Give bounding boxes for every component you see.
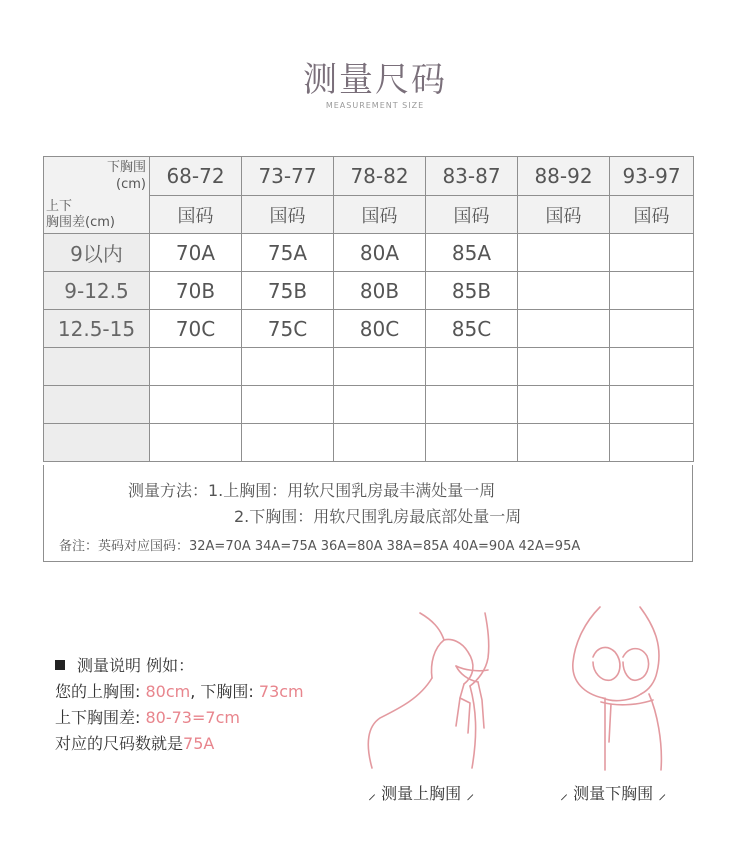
table-cell: 85C [426,310,518,348]
diff-label: 上下胸围差: [55,708,146,727]
tick-mark-icon: ⸝ [368,784,382,803]
explain-diff-line [55,705,304,731]
corner-top-line1: 下胸围 [106,160,146,175]
under-bust-illustration [545,602,695,772]
corner-bottom-label [46,199,115,231]
explain-heading: 测量说明 例如： [77,656,195,675]
table-cell [518,386,610,424]
corner-top-label [107,159,146,193]
size-label-cell: 国码 [610,196,694,234]
square-bullet-icon [55,660,65,670]
size-label-cell: 国码 [242,196,334,234]
result-label: 对应的尺码数就是 [55,734,184,753]
table-cell: 70A [150,234,242,272]
table-cell [150,386,242,424]
table-cell [150,348,242,386]
size-label-cell: 国码 [150,196,242,234]
table-cell: 75A [242,234,334,272]
table-cell [334,386,426,424]
table-cell [426,348,518,386]
size-label-cell: 国码 [334,196,426,234]
table-cell: 85B [426,272,518,310]
size-table [43,156,694,462]
result-value: 75A [183,734,215,753]
table-cell [150,424,242,462]
column-header: 73-77 [242,157,334,196]
column-header: 83-87 [426,157,518,196]
table-corner-cell [44,157,150,234]
table-row [44,310,694,348]
table-cell: 70C [150,310,242,348]
method-line-1: 测量方法：1.上胸围：用软尺围乳房最丰满处量一周 [128,481,496,500]
row-header: 9-12.5 [44,272,150,310]
table-row [44,234,694,272]
under-bust-value: 73cm [258,682,304,701]
table-cell [610,348,694,386]
tick-mark-icon: ⸝ [653,784,667,803]
column-header: 88-92 [518,157,610,196]
table-cell: 85A [426,234,518,272]
tick-mark-icon: ⸝ [560,784,574,803]
table-cell [242,386,334,424]
row-header: 12.5-15 [44,310,150,348]
table-row [44,272,694,310]
explain-result-line [55,731,304,757]
upper-bust-caption-text: 测量上胸围 [381,784,462,803]
size-label-cell: 国码 [518,196,610,234]
column-header: 68-72 [150,157,242,196]
upper-bust-label: 您的上胸围: [55,682,146,701]
measurement-notes [43,465,693,562]
corner-bottom-line1: 上下 [46,199,73,214]
under-bust-caption-text: 测量下胸围 [573,784,654,803]
table-row [44,386,694,424]
method-line-2: 2.下胸围：用软尺围乳房最底部处量一周 [234,507,522,526]
table-cell [610,310,694,348]
table-cell [518,234,610,272]
table-cell [610,424,694,462]
upper-bust-value: 80cm [145,682,191,701]
table-cell [426,386,518,424]
table-cell [518,310,610,348]
table-cell [242,424,334,462]
column-header: 93-97 [610,157,694,196]
under-bust-label: , 下胸围: [190,682,259,701]
table-row [44,348,694,386]
row-header [44,386,150,424]
table-cell: 80A [334,234,426,272]
page-subtitle: MEASUREMENT SIZE [325,101,425,110]
row-header [44,348,150,386]
table-cell: 80C [334,310,426,348]
row-header [44,424,150,462]
table-row [44,424,694,462]
table-cell [610,234,694,272]
row-header: 9以内 [44,234,150,272]
table-cell [426,424,518,462]
table-cell: 70B [150,272,242,310]
diff-value: 80-73=7cm [145,708,240,727]
table-cell: 80B [334,272,426,310]
table-cell [334,348,426,386]
page-title: 测量尺码 [303,60,447,100]
table-cell [518,424,610,462]
table-cell [610,386,694,424]
table-header-row [44,157,694,196]
tick-mark-icon: ⸝ [461,784,475,803]
upper-bust-caption [368,781,474,804]
table-cell [610,272,694,310]
table-cell [242,348,334,386]
under-bust-caption [560,781,666,804]
explain-bust-line [55,679,304,705]
column-header: 78-82 [334,157,426,196]
size-label-cell: 国码 [426,196,518,234]
table-cell [518,348,610,386]
table-cell: 75C [242,310,334,348]
corner-top-line2: (cm) [116,177,146,192]
corner-bottom-line2: 胸围差(cm) [46,215,115,230]
explain-heading-line [55,653,304,679]
table-cell [334,424,426,462]
table-cell: 75B [242,272,334,310]
size-conversion-remark: 备注：英码对应国码：32A=70A 34A=75A 36A=80A 38A=85A 40A=90A 42A=95A [59,539,581,554]
table-cell [518,272,610,310]
upper-bust-illustration [360,608,520,773]
measurement-explanation [55,653,304,757]
